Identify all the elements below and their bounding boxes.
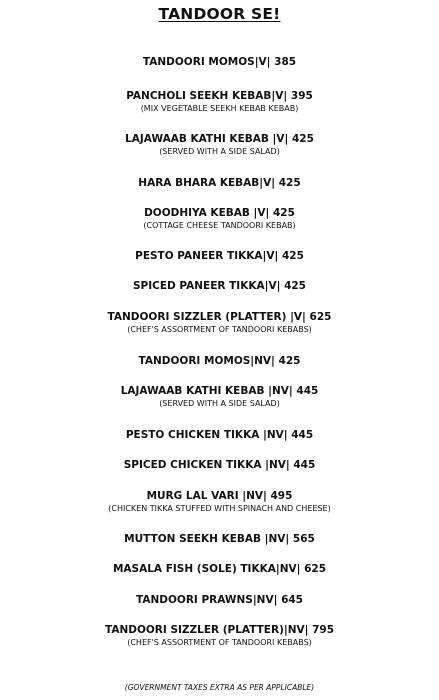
menu-item bbox=[0, 90, 439, 114]
menu-item bbox=[0, 429, 439, 442]
menu-item bbox=[0, 56, 439, 69]
menu-item bbox=[0, 563, 439, 576]
menu-item-description: (COTTAGE CHEESE TANDOORI KEBAB) bbox=[143, 221, 296, 230]
menu-item bbox=[0, 133, 439, 157]
menu-item-name: LAJAWAAB KATHI KEBAB |NV| 445 bbox=[120, 385, 319, 397]
menu-item bbox=[0, 624, 439, 648]
menu-item-name: HARA BHARA KEBAB|V| 425 bbox=[138, 177, 301, 189]
menu-item-name: LAJAWAAB KATHI KEBAB |V| 425 bbox=[125, 133, 314, 145]
menu-item-name: MUTTON SEEKH KEBAB |NV| 565 bbox=[124, 533, 315, 545]
menu-item-description: (SERVED WITH A SIDE SALAD) bbox=[159, 399, 280, 408]
menu-item-name: SPICED CHICKEN TIKKA |NV| 445 bbox=[123, 459, 316, 471]
menu-item-description: (CHEF'S ASSORTMENT OF TANDOORI KEBABS) bbox=[127, 325, 312, 334]
menu-item-description: (MIX VEGETABLE SEEKH KEBAB KEBAB) bbox=[140, 104, 299, 113]
menu-item bbox=[0, 177, 439, 190]
menu-item bbox=[0, 250, 439, 263]
menu-item-name: DOODHIYA KEBAB |V| 425 bbox=[144, 207, 295, 219]
menu-item-description: (SERVED WITH A SIDE SALAD) bbox=[159, 147, 280, 156]
menu-item-name: MASALA FISH (SOLE) TIKKA|NV| 625 bbox=[112, 563, 327, 575]
menu-item-name: PESTO CHICKEN TIKKA |NV| 445 bbox=[125, 429, 314, 441]
menu-item bbox=[0, 490, 439, 514]
menu-item bbox=[0, 280, 439, 293]
menu-item bbox=[0, 355, 439, 368]
menu-item bbox=[0, 459, 439, 472]
tax-note: (GOVERNMENT TAXES EXTRA AS PER APPLICABLE) bbox=[124, 683, 315, 692]
menu-item-name: PESTO PANEER TIKKA|V| 425 bbox=[135, 250, 304, 262]
menu-item-name: TANDOORI MOMOS|NV| 425 bbox=[138, 355, 301, 367]
menu-item bbox=[0, 533, 439, 546]
menu-item bbox=[0, 311, 439, 335]
menu-item-name: MURG LAL VARI |NV| 495 bbox=[146, 490, 293, 502]
menu-title-text: TANDOOR SE! bbox=[158, 5, 281, 23]
menu-item-name: TANDOORI SIZZLER (PLATTER) |V| 625 bbox=[107, 311, 332, 323]
menu-item bbox=[0, 385, 439, 409]
menu-item-name: TANDOORI PRAWNS|NV| 645 bbox=[135, 594, 303, 606]
menu-item bbox=[0, 207, 439, 231]
menu-item-description: (CHEF'S ASSORTMENT OF TANDOORI KEBABS) bbox=[127, 638, 312, 647]
menu-title bbox=[0, 4, 439, 24]
menu-item-description: (CHICKEN TIKKA STUFFED WITH SPINACH AND CHEESE) bbox=[108, 504, 331, 513]
menu-item-name: PANCHOLI SEEKH KEBAB|V| 395 bbox=[126, 90, 313, 102]
menu-item bbox=[0, 594, 439, 607]
menu-item-name: TANDOORI MOMOS|V| 385 bbox=[142, 56, 297, 68]
menu-item-name: TANDOORI SIZZLER (PLATTER)|NV| 795 bbox=[104, 624, 335, 636]
menu-item-name: SPICED PANEER TIKKA|V| 425 bbox=[133, 280, 306, 292]
